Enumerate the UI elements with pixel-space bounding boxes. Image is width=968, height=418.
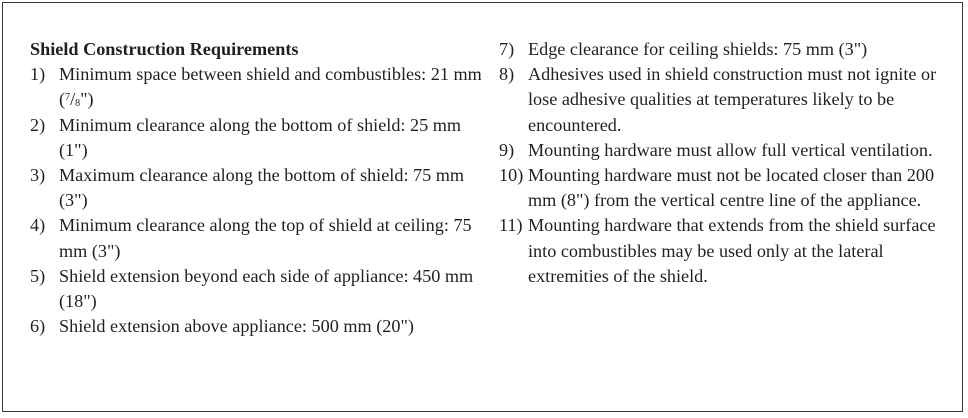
item-number: 10) bbox=[499, 165, 524, 186]
item-text: Mounting hardware that extends from the shield surface into combustibles may be used only at the lateral extremities of the shield. bbox=[528, 215, 936, 286]
item-number: 7) bbox=[499, 39, 515, 59]
item-text: Edge clearance for ceiling shields: 75 mm (3") bbox=[528, 39, 868, 59]
requirement-item bbox=[499, 62, 949, 138]
fraction-denominator: 8 bbox=[75, 98, 81, 110]
item-number: 9) bbox=[499, 139, 515, 160]
item-text: Minimum clearance along the top of shield at ceiling: 75 mm (3") bbox=[59, 215, 472, 261]
item-text: Mounting hardware must not be located closer than 200 mm (8") from the vertical centre line of the appliance. bbox=[528, 165, 935, 211]
item-number: 1) bbox=[30, 64, 46, 85]
fraction-numerator: 7 bbox=[65, 92, 71, 104]
requirement-item bbox=[499, 138, 949, 163]
requirement-item bbox=[30, 314, 485, 339]
left-column bbox=[30, 37, 485, 339]
item-number: 5) bbox=[30, 265, 46, 286]
item-number: 3) bbox=[30, 165, 46, 186]
fraction bbox=[65, 89, 80, 109]
item-text: Adhesives used in shield construction must not ignite or lose adhesive qualities at temperatures likely to be encountered. bbox=[528, 64, 937, 135]
item-number: 8) bbox=[499, 64, 515, 85]
item-number: 2) bbox=[30, 114, 46, 135]
item-text-main: Minimum space between shield and combustibles: 21 mm ( bbox=[59, 64, 482, 110]
item-number: 4) bbox=[30, 215, 46, 236]
item-number: 6) bbox=[30, 316, 46, 337]
item-text: Mounting hardware must allow full vertical ventilation. bbox=[528, 139, 933, 160]
requirement-item bbox=[499, 163, 949, 213]
requirement-item bbox=[30, 264, 485, 314]
item-text: Shield extension beyond each side of appliance: 450 mm (18") bbox=[59, 265, 474, 312]
requirement-item bbox=[499, 213, 949, 289]
requirement-item bbox=[30, 213, 485, 263]
item-text: Minimum clearance along the bottom of shield: 25 mm (1") bbox=[59, 114, 462, 160]
fraction-slash: / bbox=[70, 89, 76, 110]
requirement-item bbox=[30, 113, 485, 163]
requirement-item bbox=[30, 62, 485, 112]
section-heading: Shield Construction Requirements bbox=[30, 39, 299, 59]
right-column bbox=[499, 37, 949, 289]
requirement-item bbox=[499, 37, 949, 62]
item-text: Shield extension above appliance: 500 mm (20") bbox=[59, 316, 414, 337]
requirement-item bbox=[30, 163, 485, 213]
item-number: 11) bbox=[499, 215, 523, 236]
item-text bbox=[59, 62, 485, 112]
item-text: Maximum clearance along the bottom of shield: 75 mm (3") bbox=[59, 165, 465, 211]
item-text-end: ") bbox=[80, 89, 94, 110]
